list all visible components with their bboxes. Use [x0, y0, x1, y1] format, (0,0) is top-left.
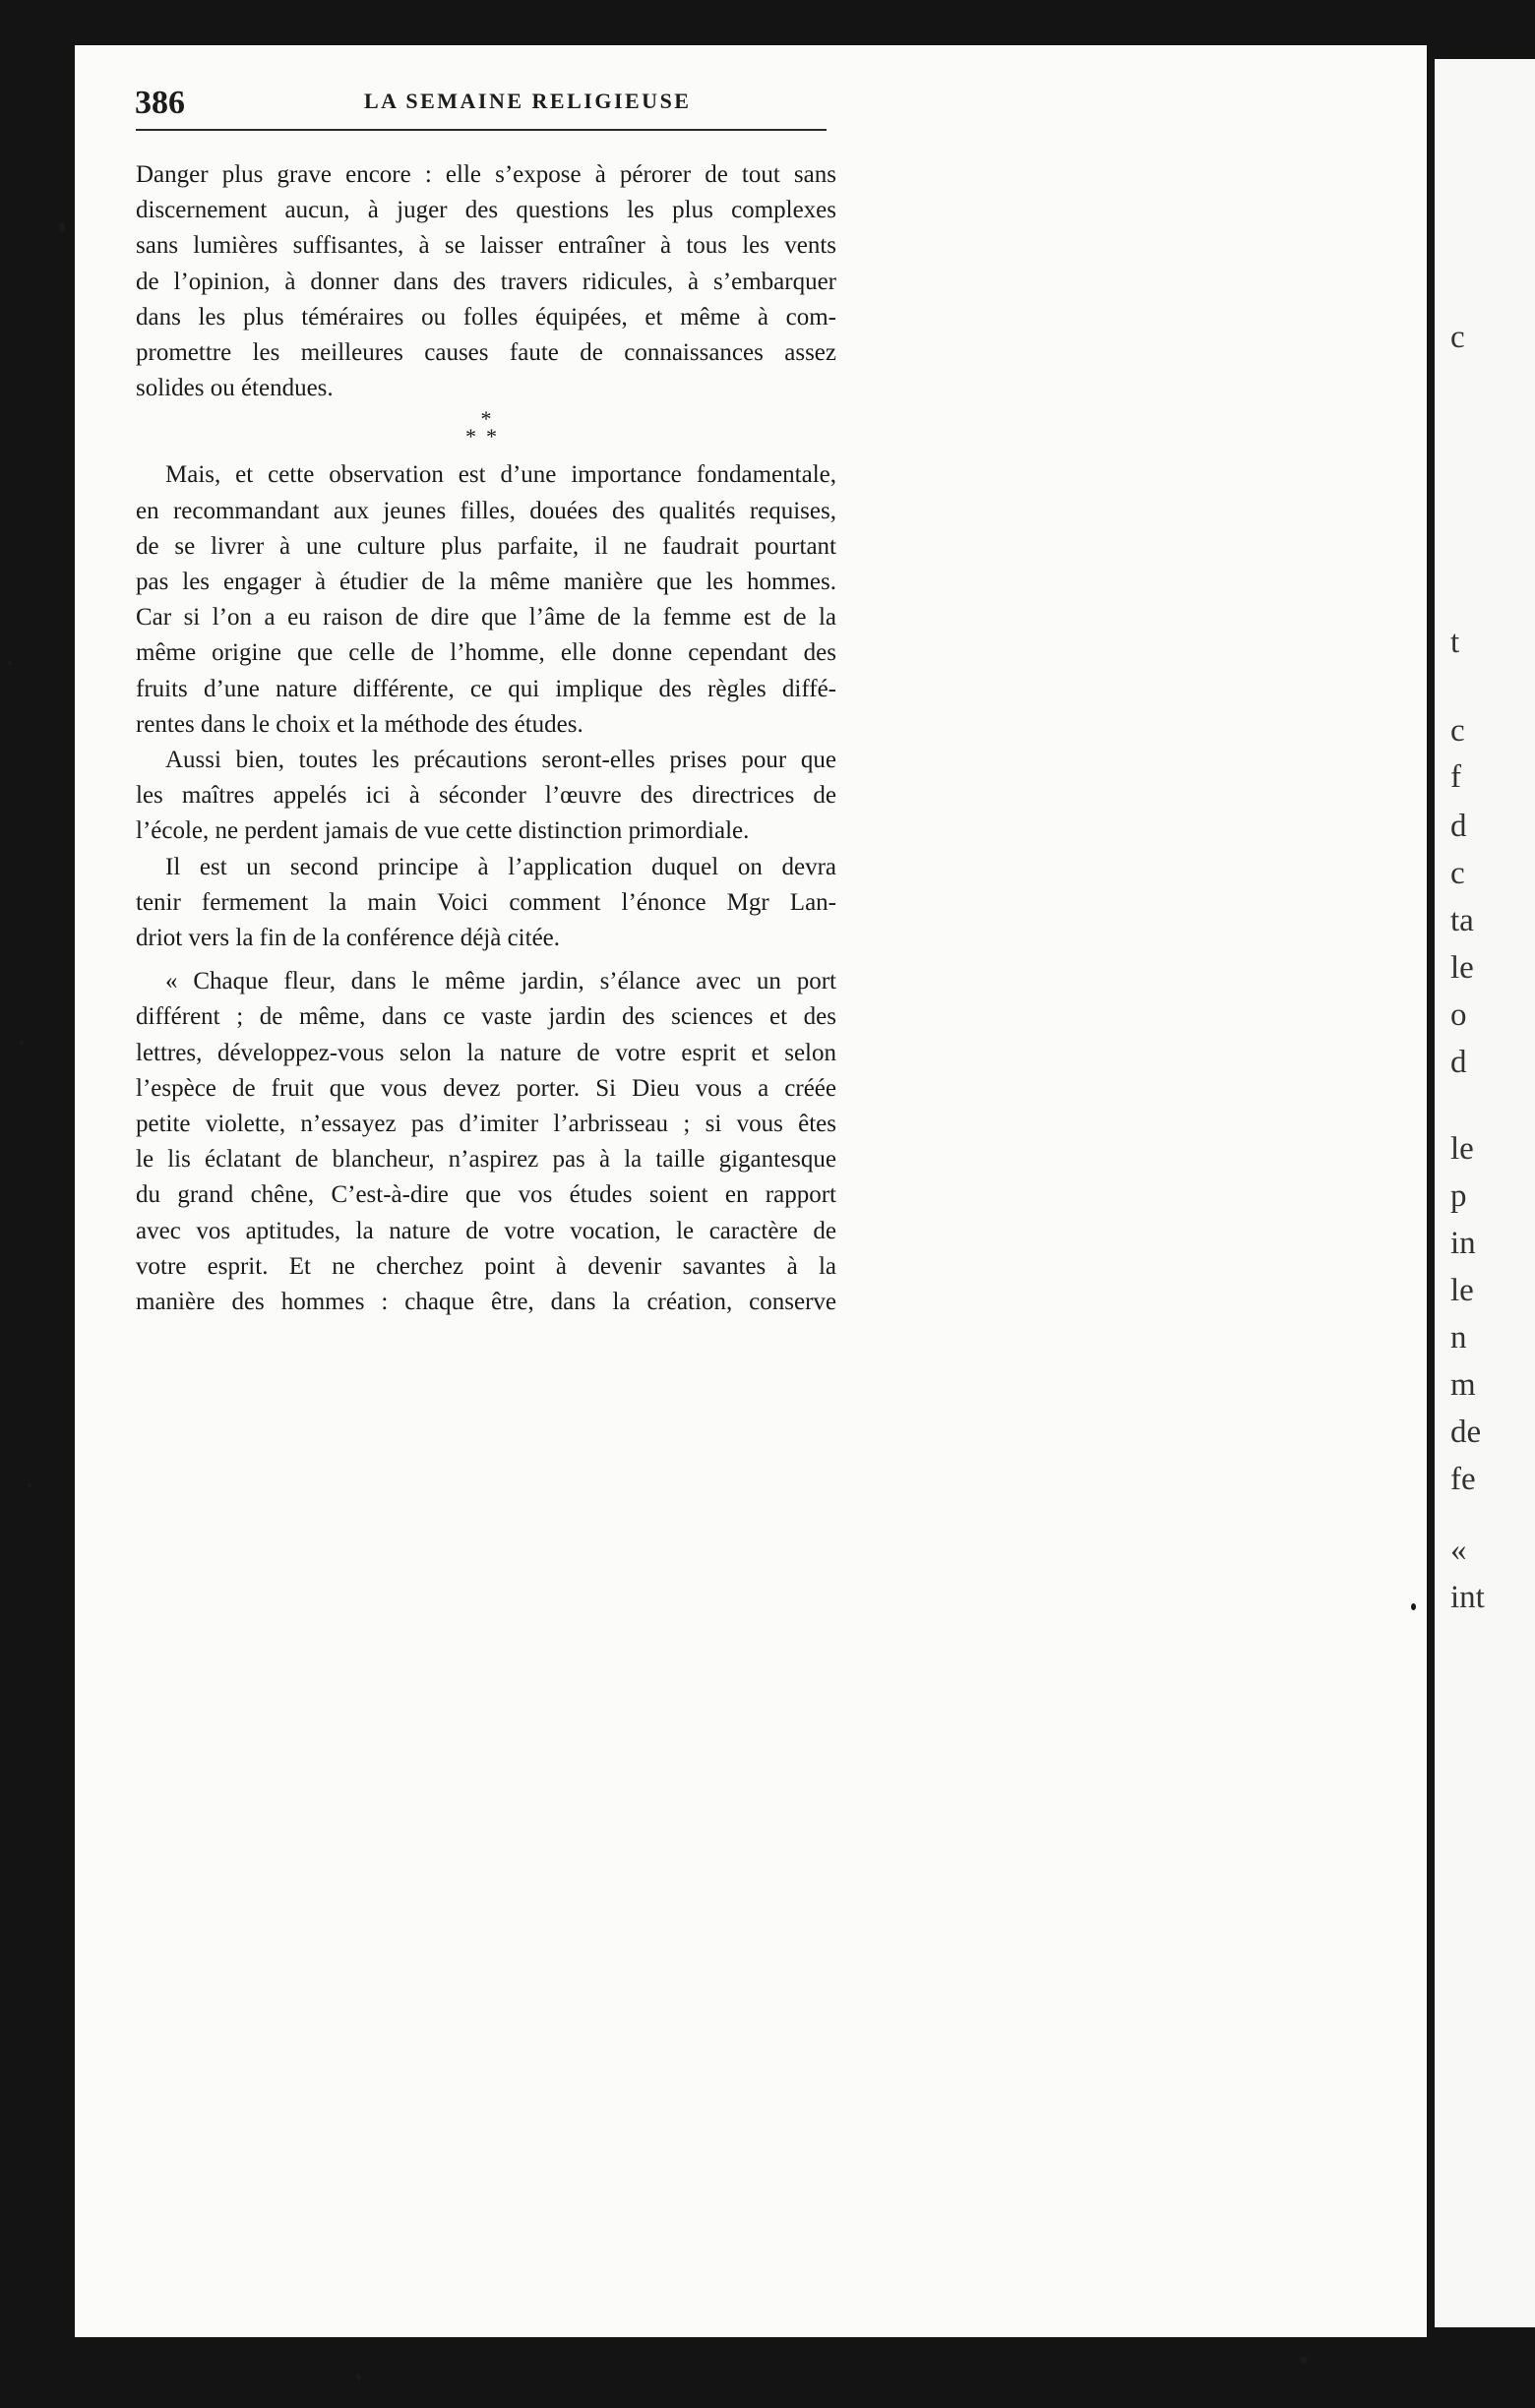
text-line: sans lumières suffisantes, à se laisser entraîner à tous les vents: [136, 232, 836, 260]
scan-speck: [20, 1041, 24, 1045]
quotation-paragraph: [136, 964, 836, 1320]
scan-speck: [28, 1483, 31, 1487]
text-line: les maîtres appelés ici à séconder l’œuvre des directrices de: [136, 782, 836, 810]
paragraph: [136, 743, 836, 850]
adjacent-page-fragment: int: [1450, 1580, 1485, 1615]
header-rule: [136, 129, 827, 131]
scan-speck: [357, 2375, 361, 2379]
adjacent-page-fragment: le: [1450, 1131, 1474, 1167]
article-body: [136, 157, 836, 1320]
paragraph-spacer: [136, 956, 836, 964]
adjacent-page-fragment: c: [1450, 856, 1465, 891]
text-line: du grand chêne, C’est-à-dire que vos études soient en rapport: [136, 1181, 836, 1209]
scan-speck: [59, 222, 65, 232]
text-line: rentes dans le choix et la méthode des études.: [136, 710, 583, 738]
text-line: pas les engager à étudier de la même manière que les hommes.: [136, 569, 836, 596]
text-line: différent ; de même, dans ce vaste jardin des sciences et des: [136, 1003, 836, 1031]
paragraph: [136, 157, 836, 406]
text-line: manière des hommes : chaque être, dans la création, conserve: [136, 1289, 836, 1316]
paragraph: [136, 457, 836, 743]
adjacent-page-fragment: fe: [1450, 1462, 1476, 1497]
adjacent-page-fragment: c: [1450, 320, 1465, 355]
adjacent-page-fragment: c: [1450, 713, 1465, 749]
adjacent-page-fragment: ta: [1450, 903, 1474, 938]
text-line: l’école, ne perdent jamais de vue cette distinction primordiale.: [136, 817, 750, 845]
adjacent-page-fragment: d: [1450, 809, 1467, 844]
text-line: le lis éclatant de blancheur, n’aspirez pas à la taille gigantesque: [136, 1146, 836, 1174]
text-line: petite violette, n’essayez pas d’imiter l’arbrisseau ; si vous êtes: [136, 1111, 836, 1138]
text-line: l’espèce de fruit que vous devez porter. Si Dieu vous a créée: [136, 1074, 836, 1102]
scan-speck: [1411, 1603, 1416, 1610]
text-line: de se livrer à une culture plus parfaite, il ne faudrait pourtant: [136, 532, 836, 560]
running-title: LA SEMAINE RELIGIEUSE: [364, 89, 692, 113]
adjacent-page-fragment: n: [1450, 1320, 1467, 1355]
text-line: avec vos aptitudes, la nature de votre vocation, le caractère de: [136, 1217, 836, 1244]
text-line: Car si l’on a eu raison de dire que l’âme de la femme est de la: [136, 604, 836, 632]
text-line: solides ou étendues.: [136, 375, 334, 402]
adjacent-page-fragment: le: [1450, 1273, 1474, 1308]
asterism-separator: [136, 406, 836, 448]
scan-speck: [8, 661, 12, 665]
adjacent-page-fragment: o: [1450, 997, 1467, 1033]
adjacent-page-edge: [1435, 59, 1535, 2327]
adjacent-page-fragment: p: [1450, 1178, 1467, 1214]
text-line: fruits d’une nature différente, ce qui implique des règles diffé-: [136, 675, 836, 702]
adjacent-page-fragment: m: [1450, 1367, 1476, 1403]
text-line: en recommandant aux jeunes filles, douées des qualités requises,: [136, 497, 836, 524]
text-line: de l’opinion, à donner dans des travers ridicules, à s’embarquer: [136, 268, 836, 295]
text-line: Aussi bien, toutes les précautions seront-elles prises pour que: [165, 747, 836, 774]
text-line: Il est un second principe à l’application duquel on devra: [165, 853, 836, 880]
asterism-top: *: [480, 406, 492, 432]
adjacent-page-fragment: in: [1450, 1226, 1476, 1261]
text-line: Danger plus grave encore : elle s’expose à pérorer de tout sans: [136, 161, 836, 188]
adjacent-page-fragment: d: [1450, 1045, 1467, 1080]
adjacent-page-fragment: t: [1450, 625, 1460, 660]
text-line: discernement aucun, à juger des questions les plus complexes: [136, 197, 836, 224]
text-line: tenir fermement la main Voici comment l’énonce Mgr Lan-: [136, 888, 836, 916]
adjacent-page-fragment: f: [1450, 759, 1461, 795]
page-number: 386: [135, 85, 185, 121]
text-line: même origine que celle de l’homme, elle donne cependant des: [136, 639, 836, 667]
asterism-bottom: **: [465, 424, 507, 450]
scan-speck: [1300, 2356, 1308, 2364]
text-line: votre esprit. Et ne cherchez point à devenir savantes à la: [136, 1252, 836, 1280]
adjacent-page-fragment: «: [1450, 1533, 1467, 1568]
text-line: lettres, développez-vous selon la nature de votre esprit et selon: [136, 1039, 836, 1066]
text-line: « Chaque fleur, dans le même jardin, s’élance avec un port: [165, 968, 836, 995]
text-line: Mais, et cette observation est d’une importance fondamentale,: [165, 461, 836, 489]
adjacent-page-fragment: de: [1450, 1415, 1482, 1450]
text-line: dans les plus téméraires ou folles équipées, et même à com-: [136, 303, 836, 331]
text-line: driot vers la fin de la conférence déjà citée.: [136, 925, 561, 952]
paragraph: [136, 850, 836, 957]
text-line: promettre les meilleures causes faute de connaissances assez: [136, 339, 836, 367]
adjacent-page-fragment: le: [1450, 950, 1474, 986]
